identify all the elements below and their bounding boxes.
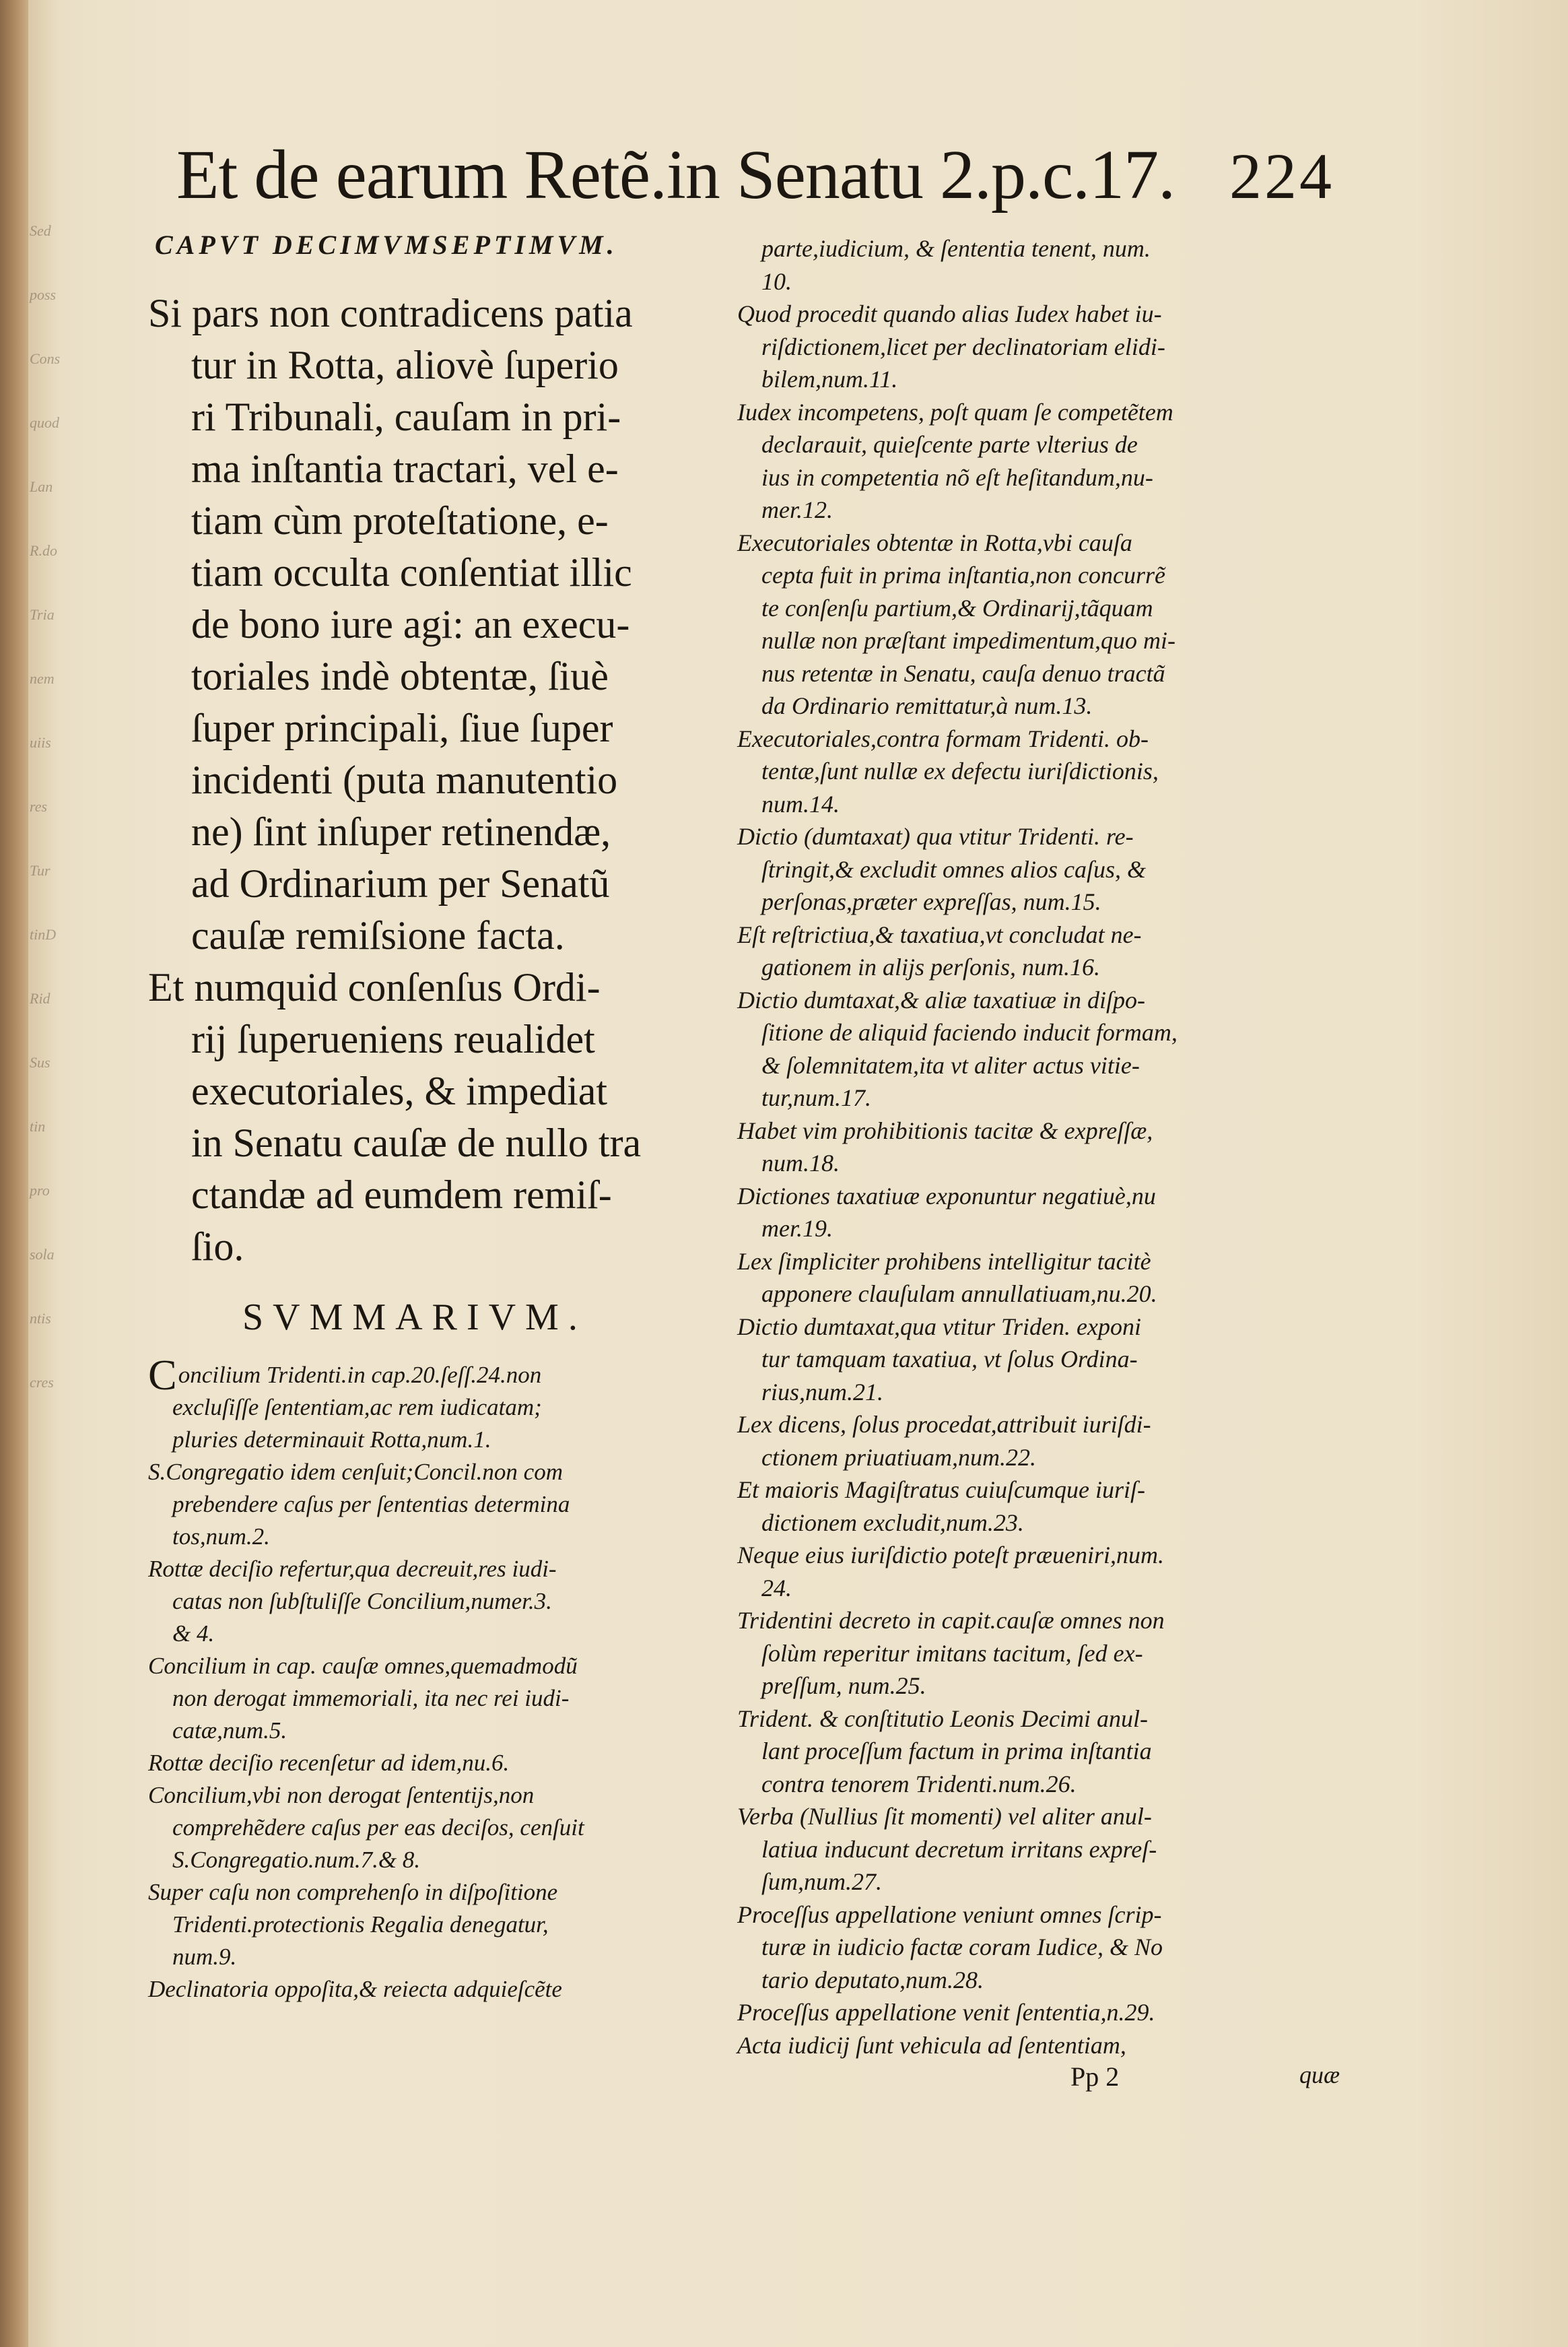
summary-entry-line: Executoriales,contra formam Tridenti. ob-: [737, 725, 1149, 752]
summary-entry-line: [148, 1424, 741, 1456]
summary-entry-line: Neque eius iuriſdictio poteſt præueniri,num.: [737, 1542, 1164, 1568]
bleed-fragment: Tur: [30, 862, 50, 879]
summary-entry-text: oncilium Tridenti.in cap.20.ſeſſ.24.non: [178, 1362, 542, 1388]
bleed-fragment: Sus: [30, 1054, 50, 1071]
bleed-fragment: res: [30, 798, 48, 815]
summary-entry-line: lant proceſſum factum in prima inſtantia: [761, 1738, 1152, 1764]
summarium-heading: SVMMARIVM.: [242, 1296, 587, 1338]
summary-entry-line: [148, 1553, 741, 1585]
summary-entry-text: excluſiſſe ſententiam,ac rem iudicatam;: [172, 1394, 542, 1420]
summary-entry-line: mer.19.: [761, 1215, 833, 1242]
binding-shadow: [0, 0, 28, 2347]
summary-entry-text: prebendere caſus per ſententias determina: [172, 1491, 570, 1517]
bleed-fragment: Lan: [30, 478, 53, 495]
summary-entry-line: [148, 1844, 741, 1876]
rubric-line: tiam cùm proteſtatione, e-: [191, 498, 609, 543]
bleed-fragment: pro: [30, 1182, 50, 1199]
summary-entry-line: Proceſſus appellatione venit ſententia,n.29.: [737, 1999, 1155, 2026]
chapter-title: CAPVT DECIMVMSEPTIMVM.: [155, 230, 618, 260]
bleed-fragment: nem: [30, 670, 55, 687]
summary-entry-line: Trident. & conſtitutio Leonis Decimi anul-: [737, 1705, 1148, 1732]
summary-entry-line: mer.12.: [761, 496, 833, 523]
summary-entry-line: preſſum, num.25.: [761, 1672, 926, 1699]
summary-entry-line: [148, 1779, 741, 1812]
rubric-line: incidenti (puta manutentio: [191, 758, 618, 802]
summary-entry-text: Concilium,vbi non derogat ſententijs,non: [148, 1782, 535, 1808]
catchword: quæ: [1299, 2061, 1340, 2088]
summary-entry-line: [148, 1973, 741, 2006]
summary-entry-line: Dictiones taxatiuæ exponuntur negatiuè,nu: [737, 1182, 1156, 1210]
summary-entry-line: [148, 1650, 741, 1682]
summary-entry-line: gationem in alijs perſonis, num.16.: [761, 954, 1100, 981]
summary-entry-line: & ſolemnitatem,ita vt aliter actus vitie-: [761, 1051, 1140, 1079]
bleed-fragment: ntis: [30, 1310, 51, 1327]
summary-entry-line: Et maioris Magiſtratus cuiuſcumque iuriſ-: [737, 1476, 1145, 1503]
page-footer: [1070, 2061, 1340, 2101]
summary-entry-line: Verba (Nullius ſit momenti) vel aliter anul-: [737, 1803, 1152, 1830]
bleed-fragment: quod: [30, 414, 59, 431]
summary-entry-line: Acta iudicij ſunt vehicula ad ſententiam,: [737, 2031, 1126, 2059]
summary-entry-text: pluries determinauit Rotta,num.1.: [172, 1426, 491, 1453]
bleed-fragment: cres: [30, 1374, 54, 1391]
summary-entry-line: ſolùm reperitur imitans tacitum, ſed ex-: [761, 1639, 1143, 1667]
summary-entry-line: Tridentini decreto in capit.cauſæ omnes non: [737, 1607, 1165, 1634]
summary-entries-left: [148, 1351, 741, 2006]
rubric-line: in Senatu cauſæ de nullo tra: [191, 1121, 642, 1165]
folio-number: 224: [1229, 140, 1334, 212]
summary-entry-line: Lex dicens, ſolus procedat,attribuit iuriſdi-: [737, 1411, 1151, 1438]
summary-entry-text: catas non ſubſtuliſſe Concilium,numer.3.: [172, 1588, 552, 1614]
summary-entry-line: [148, 1715, 741, 1747]
summary-entry-line: [148, 1812, 741, 1844]
summary-entry-line: Proceſſus appellatione veniunt omnes ſcrip-: [737, 1900, 1162, 1928]
summary-entry-line: Lex ſimpliciter prohibens intelligitur tacitè: [737, 1247, 1151, 1275]
summary-entry-text: & 4.: [172, 1620, 215, 1647]
summary-entry-line: num.14.: [761, 790, 840, 818]
summary-entry-line: Habet vim prohibitionis tacitæ & expreſſæ,: [737, 1117, 1153, 1144]
summary-entry-line: [148, 1682, 741, 1715]
summary-entry-line: ſitione de aliquid faciendo inducit formam,: [761, 1019, 1178, 1046]
summary-entry-line: nus retentæ in Senatu, cauſa denuo tractã: [761, 659, 1165, 687]
summary-entry-line: num.18.: [761, 1150, 840, 1177]
page-header: [176, 135, 1334, 222]
bleed-fragment: Cons: [30, 350, 61, 367]
left-column: [148, 229, 741, 2006]
summary-entry-line: rius,num.21.: [761, 1378, 884, 1406]
summary-entry-line: cepta fuit in prima inſtantia,non concurrẽ: [761, 562, 1165, 589]
summary-entry-line: parte,iudicium, & ſententia tenent, num.: [761, 235, 1151, 262]
bleed-fragment: tinD: [30, 926, 57, 943]
summary-entry-text: Tridenti.protectionis Regalia denegatur,: [172, 1911, 549, 1938]
summary-entry-line: [148, 1351, 741, 1399]
summary-entry-line: [148, 1456, 741, 1488]
rubric-line: ad Ordinarium per Senatũ: [191, 861, 610, 906]
summary-entry-line: [148, 1747, 741, 1779]
summary-entry-line: Quod procedit quando alias Iudex habet iu-: [737, 300, 1162, 327]
summary-entry-line: Dictio dumtaxat,qua vtitur Triden. exponi: [737, 1313, 1141, 1340]
summary-entry-text: Declinatoria oppoſita,& reiecta adquieſcẽte: [148, 1976, 562, 2002]
rubric-line: de bono iure agi: an execu-: [191, 602, 630, 647]
summary-entry-line: [148, 1585, 741, 1618]
summary-entry-line: 24.: [761, 1574, 792, 1601]
summary-entry-line: ctionem priuatiuam,num.22.: [761, 1443, 1036, 1471]
summary-entry-line: ſtringit,& excludit omnes alios caſus, &: [761, 855, 1146, 883]
bleed-fragment: poss: [30, 286, 57, 303]
rubric-line: ſio.: [191, 1224, 244, 1269]
rubric-line: rij ſuperueniens reualidet: [191, 1017, 595, 1061]
summary-entry-text: S.Congregatio idem cenſuit;Concil.non com: [148, 1459, 563, 1485]
rubric-line: ri Tribunali, cauſam in pri-: [191, 395, 621, 439]
summary-entry-line: tur,num.17.: [761, 1084, 872, 1111]
summary-entry-text: tos,num.2.: [172, 1523, 270, 1550]
summary-entry-line: te conſenſu partium,& Ordinarij,tãquam: [761, 594, 1153, 622]
summary-entry-line: Executoriales obtentæ in Rotta,vbi cauſa: [737, 529, 1132, 556]
rubric-line: toriales indè obtentæ, ſiuè: [191, 654, 609, 698]
rubric-line: executoriales, & impediat: [191, 1069, 608, 1113]
rubric-line: Et numquid conſenſus Ordi-: [148, 965, 601, 1010]
summary-entry-line: riſdictionem,licet per declinatoriam elidi-: [761, 333, 1165, 360]
rubric-line: ctandæ ad eumdem remiſ-: [191, 1172, 612, 1217]
chapter-rubric: [148, 288, 741, 1273]
summary-entry-line: ius in competentia nõ eſt heſitandum,nu-: [761, 463, 1153, 491]
summary-entry-line: tentæ,ſunt nullæ ex defectu iuriſdictionis,: [761, 758, 1159, 785]
summary-entry-line: 10.: [761, 267, 792, 295]
summary-entry-line: contra tenorem Tridenti.num.26.: [761, 1770, 1077, 1797]
summary-entry-text: Rottæ deciſio refertur,qua decreuit,res iudi-: [148, 1556, 557, 1582]
running-title: Et de earum Retẽ.in Senatu 2.p.c.17.: [176, 136, 1175, 213]
rubric-line: ne) ſint inſuper retinendæ,: [191, 809, 611, 854]
margin-bleed: [30, 0, 110, 2347]
summary-entry-text: Concilium in cap. cauſæ omnes,quemadmodũ: [148, 1653, 578, 1679]
summary-entry-text: Super caſu non comprehenſo in diſpoſitione: [148, 1879, 558, 1905]
bleed-fragment: R.do: [30, 542, 57, 559]
summary-entry-text: catæ,num.5.: [172, 1717, 287, 1744]
bleed-fragment: uiis: [30, 734, 51, 751]
summary-entry-text: S.Congregatio.num.7.& 8.: [172, 1847, 421, 1873]
summary-entry-line: apponere clauſulam annullatiuam,nu.20.: [761, 1280, 1157, 1307]
summary-entry-line: [148, 1391, 741, 1424]
bleed-fragment: Tria: [30, 606, 55, 623]
summary-entry-line: perſonas,præter expreſſas, num.15.: [761, 888, 1101, 915]
summary-entry-line: [148, 1488, 741, 1521]
summary-entry-line: Dictio (dumtaxat) qua vtitur Tridenti. re-: [737, 823, 1134, 850]
bleed-fragment: Sed: [30, 222, 51, 239]
bleed-fragment: tin: [30, 1118, 46, 1135]
rubric-line: Si pars non contradicens patia: [148, 291, 633, 335]
summary-entry-line: Eſt reſtrictiua,& taxatiua,vt concludat ne-: [737, 921, 1142, 948]
summary-entry-line: [148, 1941, 741, 1973]
summary-entry-line: bilem,num.11.: [761, 366, 898, 393]
summary-entry-text: Rottæ deciſio recenſetur ad idem,nu.6.: [148, 1750, 510, 1776]
summary-entry-text: comprehẽdere caſus per eas deciſos, cenſuit: [172, 1814, 584, 1841]
summary-entry-text: non derogat immemoriali, ita nec rei iudi-: [172, 1685, 570, 1711]
summary-entry-line: tur tamquam taxatiua, vt ſolus Ordina-: [761, 1346, 1138, 1373]
summary-entry-line: ſum,num.27.: [761, 1868, 882, 1895]
bleed-fragment: sola: [30, 1246, 55, 1263]
summary-entries-right: [737, 232, 1347, 2061]
rubric-line: tiam occulta conſentiat illic: [191, 550, 632, 595]
summary-entry-line: [148, 1521, 741, 1553]
summary-entry-line: Iudex incompetens, poſt quam ſe competẽtem: [737, 398, 1173, 426]
drop-cap: C: [148, 1351, 177, 1399]
summary-entry-line: nullæ non præſtant impedimentum,quo mi-: [761, 627, 1175, 654]
summary-entry-line: dictionem excludit,num.23.: [761, 1509, 1024, 1536]
summary-entry-text: num.9.: [172, 1944, 237, 1970]
summary-entry-line: [148, 1909, 741, 1941]
rubric-line: ſuper principali, ſiue ſuper: [191, 706, 613, 750]
rubric-line: ma inſtantia tractari, vel e-: [191, 447, 619, 491]
summary-entry-line: da Ordinario remittatur,à num.13.: [761, 692, 1093, 719]
summary-entry-line: turæ in iudicio factæ coram Iudice, & No: [761, 1933, 1163, 1960]
summary-entry-line: [148, 1618, 741, 1650]
summary-entry-line: [148, 1876, 741, 1909]
signature-mark: Pp 2: [1070, 2061, 1120, 2092]
rubric-line: tur in Rotta, aliovè ſuperio: [191, 343, 619, 387]
right-column: [737, 232, 1347, 2061]
bleed-fragment: Rid: [30, 990, 50, 1007]
rubric-line: cauſæ remiſsione facta.: [191, 913, 565, 958]
summary-entry-line: Dictio dumtaxat,& aliæ taxatiuæ in diſpo-: [737, 986, 1145, 1014]
summary-entry-line: declarauit, quieſcente parte vlterius de: [761, 431, 1138, 458]
summary-entry-line: latiua inducunt decretum irritans expreſ-: [761, 1835, 1157, 1863]
summary-entry-line: tario deputato,num.28.: [761, 1966, 984, 1993]
